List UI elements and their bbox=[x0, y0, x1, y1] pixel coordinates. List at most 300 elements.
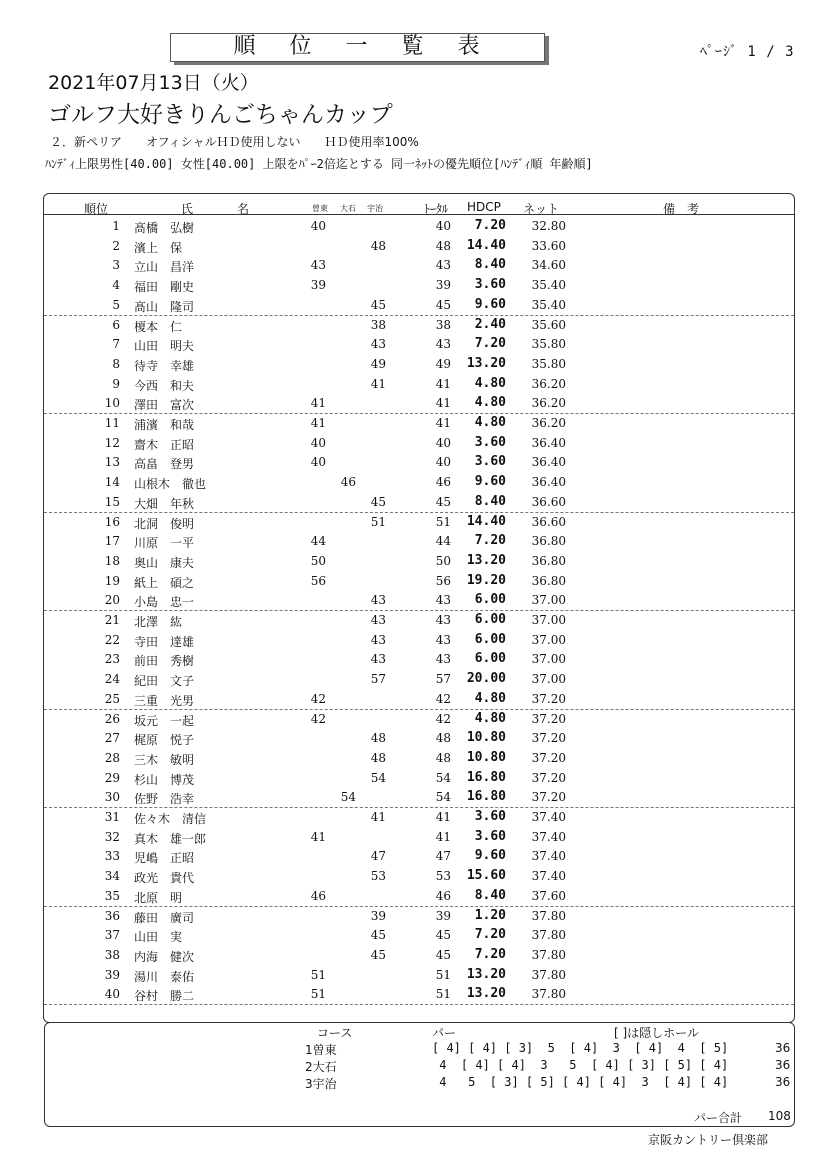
cell-hdcp: 14.40 bbox=[466, 237, 506, 253]
table-row bbox=[44, 531, 794, 551]
cell-hdcp: 10.80 bbox=[466, 749, 506, 765]
cell-net: 37.80 bbox=[531, 967, 566, 982]
cell-net: 32.80 bbox=[531, 219, 566, 233]
cell-name: 紙上 碩之 bbox=[134, 575, 195, 590]
cell-c3: 43 bbox=[370, 632, 386, 647]
cell-rank: 39 bbox=[104, 967, 120, 982]
table-row bbox=[44, 709, 794, 729]
cell-total: 51 bbox=[435, 514, 451, 529]
cell-total: 51 bbox=[435, 967, 451, 982]
cell-net: 36.20 bbox=[531, 376, 566, 391]
cell-total: 48 bbox=[435, 731, 451, 746]
cell-net: 37.80 bbox=[531, 928, 566, 943]
cell-hdcp: 7.20 bbox=[474, 218, 506, 233]
handicap-rules: ﾊﾝﾃﾞｨ上限男性[40.00] 女性[40.00] 上限をﾊﾟｰ2倍迄とする 同一ﾈｯﾄの優先順位[ﾊﾝﾃﾞｨ順 年齢順] bbox=[45, 157, 593, 171]
cell-name: 髙山 隆司 bbox=[134, 299, 195, 314]
table-row bbox=[44, 827, 794, 847]
cell-rank: 29 bbox=[104, 770, 120, 785]
cell-total: 46 bbox=[435, 475, 451, 490]
cell-name: 谷村 勝二 bbox=[134, 989, 195, 1004]
table-row bbox=[44, 216, 794, 236]
cell-c3: 43 bbox=[370, 593, 386, 608]
cell-c3: 43 bbox=[370, 613, 386, 627]
cell-name: 大畑 年秋 bbox=[134, 496, 195, 511]
cell-hdcp: 15.60 bbox=[466, 868, 506, 884]
cell-rank: 13 bbox=[104, 455, 120, 470]
cell-hdcp: 7.20 bbox=[474, 946, 506, 962]
cell-hdcp: 6.00 bbox=[474, 592, 506, 608]
cell-c3: 49 bbox=[370, 356, 386, 371]
cell-rank: 2 bbox=[112, 238, 120, 253]
table-row bbox=[44, 807, 794, 827]
cell-total: 39 bbox=[435, 908, 451, 923]
cell-c1: 41 bbox=[310, 416, 326, 430]
cell-total: 41 bbox=[435, 810, 451, 824]
hidden-hole-note: [ ]は隠しホール bbox=[614, 1026, 699, 1040]
cell-hdcp: 4.80 bbox=[474, 710, 506, 726]
cell-c3: 54 bbox=[370, 770, 386, 785]
cell-name: 佐野 浩幸 bbox=[134, 792, 195, 807]
header-total: ﾄｰﾀﾙ bbox=[424, 202, 449, 216]
cell-hdcp: 9.60 bbox=[474, 848, 506, 864]
cell-hdcp: 7.20 bbox=[474, 533, 506, 549]
cell-rank: 24 bbox=[104, 672, 120, 687]
cell-rank: 33 bbox=[104, 849, 120, 864]
table-row bbox=[44, 846, 794, 866]
table-row bbox=[44, 984, 794, 1005]
cell-c1: 39 bbox=[310, 278, 326, 293]
course-header: コース bbox=[317, 1026, 353, 1040]
cell-c1: 51 bbox=[310, 987, 326, 1002]
cell-hdcp: 6.00 bbox=[474, 631, 506, 647]
page-title: 順位一覧表 bbox=[233, 34, 514, 59]
header-divider bbox=[44, 214, 794, 215]
cell-name: 紀田 文子 bbox=[134, 674, 195, 689]
table-row bbox=[44, 590, 794, 611]
course-holes: 4 [ 4] [ 4] 3 5 [ 4] [ 3] [ 5] [ 4] bbox=[432, 1058, 729, 1072]
cell-hdcp: 20.00 bbox=[466, 671, 506, 687]
cell-net: 36.80 bbox=[531, 534, 566, 549]
cell-name: 待寺 幸雄 bbox=[134, 358, 195, 373]
cell-total: 56 bbox=[435, 573, 451, 588]
cell-total: 43 bbox=[435, 258, 451, 273]
cell-net: 37.20 bbox=[531, 750, 566, 765]
cell-c1: 40 bbox=[310, 435, 326, 450]
cell-name: 湯川 泰佑 bbox=[134, 969, 195, 984]
header-course-soto: 曽東 bbox=[312, 204, 328, 213]
cell-hdcp: 3.60 bbox=[474, 809, 506, 824]
cell-name: 梶原 悦子 bbox=[134, 733, 195, 748]
table-row bbox=[44, 965, 794, 985]
cell-total: 48 bbox=[435, 238, 451, 253]
cell-c2: 54 bbox=[340, 790, 356, 805]
cell-hdcp: 13.20 bbox=[466, 552, 506, 568]
cell-c3: 45 bbox=[370, 947, 386, 962]
cell-c1: 46 bbox=[310, 888, 326, 903]
cell-total: 45 bbox=[435, 928, 451, 943]
cell-net: 36.80 bbox=[531, 573, 566, 588]
par-total: 108 bbox=[768, 1109, 791, 1123]
cell-rank: 30 bbox=[104, 790, 120, 805]
table-row bbox=[44, 472, 794, 492]
cell-net: 37.20 bbox=[531, 711, 566, 726]
table-row bbox=[44, 669, 794, 689]
page-number: ﾍﾟｰｼﾞ 1 / 3 bbox=[700, 44, 795, 60]
table-row bbox=[44, 334, 794, 354]
cell-rank: 1 bbox=[112, 219, 120, 233]
table-row bbox=[44, 866, 794, 886]
cell-rank: 22 bbox=[104, 632, 120, 647]
table-row bbox=[44, 236, 794, 256]
cell-hdcp: 9.60 bbox=[474, 296, 506, 312]
cell-hdcp: 8.40 bbox=[474, 493, 506, 509]
cell-net: 37.20 bbox=[531, 691, 566, 706]
table-row bbox=[44, 649, 794, 669]
header-net: ネット bbox=[523, 202, 560, 216]
cell-c3: 57 bbox=[370, 672, 386, 687]
table-row bbox=[44, 315, 794, 335]
cell-hdcp: 3.60 bbox=[474, 277, 506, 293]
table-row bbox=[44, 925, 794, 945]
cell-total: 41 bbox=[435, 396, 451, 411]
cell-c1: 50 bbox=[310, 553, 326, 568]
cell-rank: 23 bbox=[104, 652, 120, 667]
cell-name: 山田 明夫 bbox=[134, 339, 195, 354]
cell-net: 37.60 bbox=[531, 888, 566, 903]
event-name: ゴルフ大好きりんごちゃんカップ bbox=[48, 102, 393, 128]
cell-net: 35.80 bbox=[531, 337, 566, 352]
cell-name: 小島 忠一 bbox=[134, 595, 195, 610]
cell-net: 36.60 bbox=[531, 514, 566, 529]
cell-rank: 17 bbox=[104, 534, 120, 549]
cell-total: 43 bbox=[435, 632, 451, 647]
cell-hdcp: 14.40 bbox=[466, 513, 506, 529]
cell-net: 37.00 bbox=[531, 672, 566, 687]
course-name: 2大石 bbox=[305, 1060, 337, 1074]
cell-rank: 14 bbox=[104, 475, 120, 490]
cell-net: 37.40 bbox=[531, 869, 566, 884]
cell-name: 山根木 徹也 bbox=[134, 477, 207, 492]
table-row bbox=[44, 354, 794, 374]
cell-c3: 48 bbox=[370, 238, 386, 253]
cell-name: 佐々木 清信 bbox=[134, 812, 207, 826]
cell-c3: 53 bbox=[370, 869, 386, 884]
cell-rank: 19 bbox=[104, 573, 120, 588]
cell-total: 42 bbox=[435, 691, 451, 706]
table-row bbox=[44, 551, 794, 571]
cell-c3: 48 bbox=[370, 750, 386, 765]
course-total: 36 bbox=[775, 1041, 791, 1055]
cell-rank: 26 bbox=[104, 711, 120, 726]
club-name: 京阪カントリー倶楽部 bbox=[648, 1133, 769, 1147]
cell-total: 39 bbox=[435, 278, 451, 293]
table-row bbox=[44, 492, 794, 513]
cell-total: 48 bbox=[435, 750, 451, 765]
cell-net: 35.40 bbox=[531, 278, 566, 293]
cell-net: 36.80 bbox=[531, 553, 566, 568]
cell-net: 35.80 bbox=[531, 356, 566, 371]
cell-c1: 41 bbox=[310, 829, 326, 844]
cell-c3: 41 bbox=[370, 810, 386, 824]
cell-rank: 38 bbox=[104, 947, 120, 962]
cell-name: 福田 剛史 bbox=[134, 280, 195, 295]
cell-name: 澤田 富次 bbox=[134, 398, 195, 413]
cell-total: 38 bbox=[435, 317, 451, 332]
cell-c3: 41 bbox=[370, 376, 386, 391]
cell-total: 43 bbox=[435, 652, 451, 667]
cell-total: 45 bbox=[435, 494, 451, 509]
cell-c1: 44 bbox=[310, 534, 326, 549]
cell-name: 寺田 達雄 bbox=[134, 634, 195, 649]
cell-hdcp: 1.20 bbox=[474, 907, 506, 923]
cell-total: 40 bbox=[435, 435, 451, 450]
cell-rank: 34 bbox=[104, 869, 120, 884]
cell-net: 37.20 bbox=[531, 770, 566, 785]
cell-total: 44 bbox=[435, 534, 451, 549]
table-row bbox=[44, 393, 794, 414]
header-name-given: 名 bbox=[237, 202, 250, 216]
cell-rank: 32 bbox=[104, 829, 120, 844]
cell-total: 49 bbox=[435, 356, 451, 371]
cell-hdcp: 7.20 bbox=[474, 336, 506, 352]
cell-name: 政光 貴代 bbox=[134, 871, 195, 886]
cell-c1: 40 bbox=[310, 219, 326, 233]
cell-hdcp: 19.20 bbox=[466, 572, 506, 588]
cell-c3: 43 bbox=[370, 337, 386, 352]
event-date: 2021年07月13日（火） bbox=[48, 72, 259, 94]
table-row bbox=[44, 728, 794, 748]
cell-name: 北洞 俊明 bbox=[134, 516, 195, 531]
cell-total: 53 bbox=[435, 869, 451, 884]
cell-hdcp: 13.20 bbox=[466, 966, 506, 982]
cell-net: 35.60 bbox=[531, 317, 566, 332]
cell-name: 北澤 紘 bbox=[134, 615, 183, 629]
header-remarks: 備 考 bbox=[663, 202, 700, 216]
cell-name: 内海 健次 bbox=[134, 949, 195, 964]
cell-rank: 25 bbox=[104, 691, 120, 706]
cell-name: 杉山 博茂 bbox=[134, 772, 195, 787]
cell-rank: 6 bbox=[112, 317, 120, 332]
cell-total: 41 bbox=[435, 829, 451, 844]
cell-net: 37.00 bbox=[531, 613, 566, 627]
cell-rank: 16 bbox=[104, 514, 120, 529]
cell-hdcp: 4.80 bbox=[474, 415, 506, 430]
cell-c3: 43 bbox=[370, 652, 386, 667]
table-row bbox=[44, 452, 794, 472]
cell-hdcp: 10.80 bbox=[466, 730, 506, 746]
table-row bbox=[44, 630, 794, 650]
table-row bbox=[44, 255, 794, 275]
cell-c1: 43 bbox=[310, 258, 326, 273]
cell-rank: 27 bbox=[104, 731, 120, 746]
cell-c1: 42 bbox=[310, 691, 326, 706]
cell-net: 37.00 bbox=[531, 652, 566, 667]
table-row bbox=[44, 433, 794, 453]
cell-name: 立山 昌洋 bbox=[134, 260, 195, 275]
cell-hdcp: 16.80 bbox=[466, 789, 506, 805]
cell-name: 藤田 廣司 bbox=[134, 910, 195, 925]
cell-net: 37.40 bbox=[531, 810, 566, 824]
cell-name: 北原 明 bbox=[134, 890, 183, 905]
table-row bbox=[44, 413, 794, 433]
table-row bbox=[44, 374, 794, 394]
cell-hdcp: 4.80 bbox=[474, 690, 506, 706]
cell-rank: 9 bbox=[112, 376, 120, 391]
cell-total: 40 bbox=[435, 455, 451, 470]
cell-name: 三重 光男 bbox=[134, 693, 195, 708]
cell-net: 35.40 bbox=[531, 297, 566, 312]
cell-net: 36.20 bbox=[531, 396, 566, 411]
cell-net: 37.00 bbox=[531, 632, 566, 647]
cell-rank: 36 bbox=[104, 908, 120, 923]
cell-total: 50 bbox=[435, 553, 451, 568]
cell-rank: 37 bbox=[104, 928, 120, 943]
cell-hdcp: 4.80 bbox=[474, 395, 506, 411]
scoring-method: ２．新ペリア オフィシャルＨＤ使用しない ＨＤ使用率100% bbox=[50, 135, 419, 149]
cell-total: 45 bbox=[435, 297, 451, 312]
header-course-uji: 宇治 bbox=[367, 204, 383, 213]
table-row bbox=[44, 886, 794, 907]
cell-c3: 47 bbox=[370, 849, 386, 864]
cell-rank: 10 bbox=[104, 396, 120, 411]
table-row bbox=[44, 571, 794, 591]
cell-total: 41 bbox=[435, 416, 451, 430]
cell-c3: 51 bbox=[370, 514, 386, 529]
cell-c1: 51 bbox=[310, 967, 326, 982]
cell-hdcp: 13.20 bbox=[466, 986, 506, 1002]
table-row bbox=[44, 906, 794, 926]
cell-rank: 11 bbox=[104, 416, 120, 430]
cell-c1: 56 bbox=[310, 573, 326, 588]
cell-rank: 21 bbox=[104, 613, 120, 627]
cell-rank: 15 bbox=[104, 494, 120, 509]
cell-hdcp: 9.60 bbox=[474, 474, 506, 490]
cell-rank: 5 bbox=[112, 297, 120, 312]
cell-total: 43 bbox=[435, 613, 451, 627]
cell-net: 37.80 bbox=[531, 908, 566, 923]
course-name: 3宇治 bbox=[305, 1077, 337, 1091]
table-row bbox=[44, 768, 794, 788]
cell-hdcp: 7.20 bbox=[474, 927, 506, 943]
table-row bbox=[44, 275, 794, 295]
table-row bbox=[44, 512, 794, 532]
cell-name: 三木 敏明 bbox=[134, 752, 195, 767]
cell-name: 児嶋 正昭 bbox=[134, 851, 195, 866]
cell-hdcp: 16.80 bbox=[466, 769, 506, 785]
cell-name: 前田 秀樹 bbox=[134, 654, 195, 669]
cell-rank: 35 bbox=[104, 888, 120, 903]
cell-hdcp: 3.60 bbox=[474, 434, 506, 450]
table-row bbox=[44, 610, 794, 630]
course-holes: 4 5 [ 3] [ 5] [ 4] [ 4] 3 [ 4] [ 4] bbox=[432, 1075, 729, 1089]
table-row bbox=[44, 748, 794, 768]
cell-c1: 41 bbox=[310, 396, 326, 411]
cell-c2: 46 bbox=[340, 475, 356, 490]
cell-total: 54 bbox=[435, 790, 451, 805]
cell-hdcp: 8.40 bbox=[474, 257, 506, 273]
cell-c3: 39 bbox=[370, 908, 386, 923]
cell-total: 45 bbox=[435, 947, 451, 962]
cell-net: 34.60 bbox=[531, 258, 566, 273]
cell-net: 36.20 bbox=[531, 416, 566, 430]
course-holes: [ 4] [ 4] [ 3] 5 [ 4] 3 [ 4] 4 [ 5] bbox=[432, 1041, 729, 1055]
cell-c1: 40 bbox=[310, 455, 326, 470]
cell-name: 髙橋 弘樹 bbox=[134, 221, 195, 235]
cell-rank: 12 bbox=[104, 435, 120, 450]
cell-net: 33.60 bbox=[531, 238, 566, 253]
header-course-oishi: 大石 bbox=[340, 204, 356, 213]
cell-rank: 20 bbox=[104, 593, 120, 608]
cell-hdcp: 13.20 bbox=[466, 355, 506, 371]
cell-name: 齋木 正昭 bbox=[134, 437, 195, 452]
cell-hdcp: 6.00 bbox=[474, 651, 506, 667]
cell-name: 浦濱 和哉 bbox=[134, 418, 195, 432]
cell-name: 榎本 仁 bbox=[134, 319, 183, 334]
header-name-family: 氏 bbox=[181, 202, 194, 216]
course-total: 36 bbox=[775, 1058, 791, 1072]
cell-rank: 7 bbox=[112, 337, 120, 352]
cell-name: 濱上 保 bbox=[134, 240, 183, 255]
cell-hdcp: 8.40 bbox=[474, 887, 506, 903]
table-row bbox=[44, 689, 794, 710]
par-total-label: パー合計 bbox=[694, 1111, 743, 1125]
cell-total: 46 bbox=[435, 888, 451, 903]
table-row bbox=[44, 295, 794, 316]
cell-rank: 18 bbox=[104, 553, 120, 568]
cell-total: 51 bbox=[435, 987, 451, 1002]
header-rank: 順位 bbox=[84, 202, 109, 216]
table-row bbox=[44, 945, 794, 965]
course-name: 1曽東 bbox=[305, 1043, 337, 1057]
cell-hdcp: 6.00 bbox=[474, 612, 506, 627]
table-row bbox=[44, 787, 794, 808]
cell-c3: 38 bbox=[370, 317, 386, 332]
cell-rank: 31 bbox=[104, 810, 120, 824]
cell-net: 36.60 bbox=[531, 494, 566, 509]
cell-total: 54 bbox=[435, 770, 451, 785]
cell-total: 40 bbox=[435, 219, 451, 233]
cell-total: 42 bbox=[435, 711, 451, 726]
course-total: 36 bbox=[775, 1075, 791, 1089]
cell-c1: 42 bbox=[310, 711, 326, 726]
par-header: パー bbox=[432, 1026, 457, 1040]
cell-rank: 40 bbox=[104, 987, 120, 1002]
cell-total: 47 bbox=[435, 849, 451, 864]
cell-total: 43 bbox=[435, 593, 451, 608]
cell-hdcp: 2.40 bbox=[474, 316, 506, 332]
cell-net: 36.40 bbox=[531, 475, 566, 490]
cell-c3: 45 bbox=[370, 297, 386, 312]
cell-net: 37.80 bbox=[531, 987, 566, 1002]
cell-total: 43 bbox=[435, 337, 451, 352]
cell-rank: 3 bbox=[112, 258, 120, 273]
cell-name: 今西 和夫 bbox=[134, 378, 195, 393]
cell-net: 37.20 bbox=[531, 731, 566, 746]
cell-name: 真木 雄一郎 bbox=[134, 831, 207, 846]
cell-hdcp: 4.80 bbox=[474, 375, 506, 391]
cell-rank: 8 bbox=[112, 356, 120, 371]
cell-net: 37.20 bbox=[531, 790, 566, 805]
cell-total: 57 bbox=[435, 672, 451, 687]
cell-c3: 48 bbox=[370, 731, 386, 746]
cell-net: 37.40 bbox=[531, 829, 566, 844]
header-hdcp: HDCP bbox=[467, 200, 501, 214]
cell-net: 37.00 bbox=[531, 593, 566, 608]
cell-total: 41 bbox=[435, 376, 451, 391]
cell-name: 高畠 登男 bbox=[134, 457, 195, 472]
cell-name: 坂元 一起 bbox=[134, 713, 195, 728]
cell-net: 37.80 bbox=[531, 947, 566, 962]
